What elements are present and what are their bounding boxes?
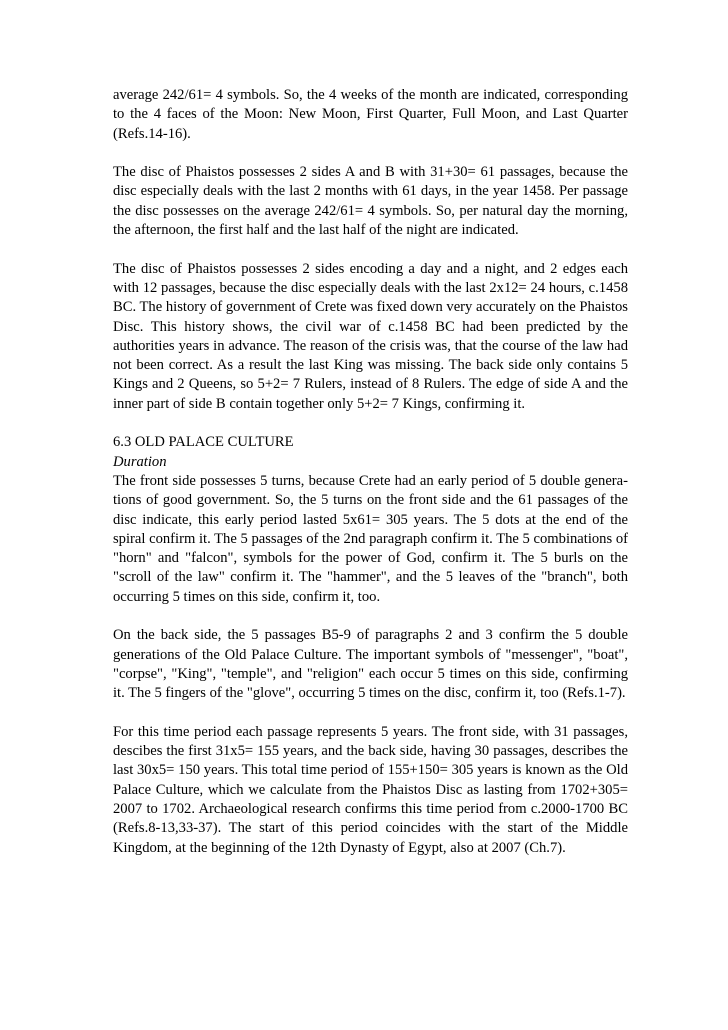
document-page	[113, 86, 628, 877]
paragraph-front-side-turns: The front side possesses 5 turns, because Crete had an early period of 5 double genera-tions of good government. So, the 5 turns on the front side and the 61 passages of the disc indicate, this early period lasted 5x61= 305 years. The 5 dots at the end of the spiral confirm it. The 5 passages of the 2nd paragraph confirm it. The 5 combinations of "horn" and "falcon", symbols for the power of God, confirm it. The 5 burls on the "scroll of the law" confirm it. The "hammer", and the 5 leaves of the "branch", both occurring 5 times on this side, confirm it, too.	[113, 472, 628, 605]
section-old-palace-culture	[113, 433, 628, 607]
paragraph-back-side-passages: On the back side, the 5 passages B5-9 of paragraphs 2 and 3 confirm the 5 double generations of the Old Palace Culture. The important symbols of "messenger", "boat", "corpse", "King", "temple", and "religion" each occur 5 times on this side, confirming it. The 5 fingers of the "glove", occurring 5 times on the disc, confirm it, too (Refs.1-7).	[113, 627, 628, 702]
paragraph-disc-sides: The disc of Phaistos possesses 2 sides A and B with 31+30= 61 passages, because the disc especially deals with the last 2 months with 61 days, in the year 1458. Per passage the disc possesses on the average 242/61= 4 symbols. So, per natural day the morning, the afternoon, the first half and the last half of the night are indicated.	[113, 164, 628, 239]
paragraph-time-period: For this time period each passage represents 5 years. The front side, with 31 passages, descibes the first 31x5= 155 years, and the back side, having 30 passages, describes the last 30x5= 150 years. This total time period of 155+150= 305 years is known as the Old Palace Culture, which we calculate from the Phaistos Disc as lasting from 1702+305= 2007 to 1702. Archaeological research confirms this time period from c.2000-1700 BC (Refs.8-13,33-37). The start of this period coincides with the start of the Middle Kingdom, at the beginning of the 12th Dynasty of Egypt, also at 2007 (Ch.7).	[113, 723, 628, 856]
paragraph-moon-faces: average 242/61= 4 symbols. So, the 4 weeks of the month are indicated, corresponding to the 4 faces of the Moon: New Moon, First Quarter, Full Moon, and Last Quarter (Refs.14-16).	[113, 87, 628, 142]
section-heading: 6.3 OLD PALACE CULTURE	[113, 434, 294, 451]
paragraph-disc-edges-history: The disc of Phaistos possesses 2 sides encoding a day and a night, and 2 edges each with 12 passages, because the disc especially deals with the last 2x12= 24 hours, c.1458 BC. The history of government of Crete was fixed down very accurately on the Phaistos Disc. This history shows, the civil war of c.1458 BC had been predicted by the authorities years in advance. The reason of the crisis was, that the course of the law had not been correct. As a result the last King was missing. The back side only contains 5 Kings and 2 Queens, so 5+2= 7 Rulers, instead of 8 Rulers. The edge of side A and the inner part of side B contain together only 5+2= 7 Kings, confirming it.	[113, 260, 628, 412]
section-subheading: Duration	[113, 453, 167, 470]
